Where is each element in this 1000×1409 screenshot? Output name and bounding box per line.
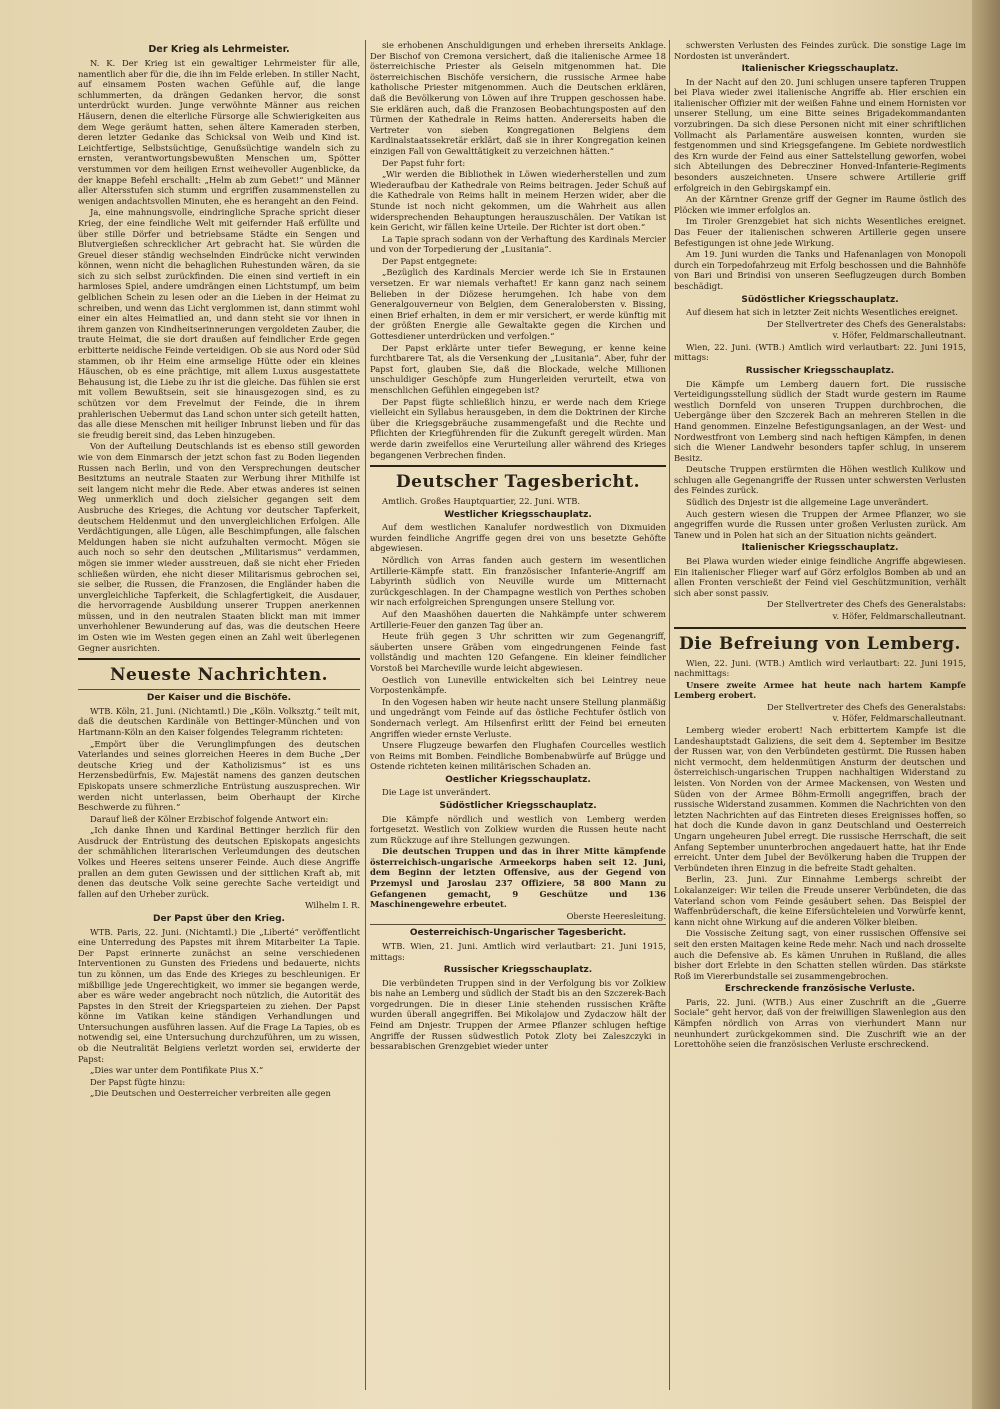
paragraph: In der Nacht auf den 20. Juni schlugen unsere tapferen Truppen bei Plava wieder zwei italienische Angriffe ab. Hier erschien ein italienischer Offizier mit der weißen Fahne und einem Hornisten vor unserer Stellung, um eine Bitte seines Brigadekommandanten vorzubringen. Da sich diese Personen nicht mit einer schriftlichen Vollmacht als Parlamentäre ausweisen konnten, wurden sie festgenommen und sind Kriegsgefangene. Im Gebiete nordwestlich des Krn wurde der Feind aus einer Sattelstellung geworfen, wobei sich Abteilungen des Debrecziner Honved-Infanterie-Regiments besonders auszeichneten. Unsere schwere Artillerie griff erfolgreich in den Gebirgskampf ein. (674, 76, 966, 193)
dateline: Amtlich. Großes Hauptquartier, 22. Juni. WTB. (382, 496, 581, 507)
paragraph: Oestlich von Luneville entwickelten sich bei Leintrey neue Vorpostenkämpfe. (370, 674, 666, 696)
paragraph: schwersten Verlusten des Feindes zurück. Die sonstige Lage im Nordosten ist unverändert. (674, 40, 966, 61)
signature-name: v. Höfer, Feldmarschalleutnant. (832, 330, 966, 341)
heading-russischer-kriegsschauplatz: Russischer Kriegsschauplatz. (745, 366, 895, 377)
signature-line: Der Stellvertreter des Chefs des Generalstabs: (767, 701, 966, 712)
paragraph: Lemberg wieder erobert! Nach erbittertem Kampfe ist die Landeshauptstadt Galiziens, die seit dem 4. September im Besitze der Russen war, von den Verbündeten gestürmt. Die Russen haben nicht vermocht, dem heldenmütigen Ansturm der deutschen und österreichisch-ungarischen Truppen nachhaltigen Widerstand zu leisten. Von Norden von der Armee Mackensen, von Westen und Süden von der Armee Böhm-Ermolli angegriffen, brach der russische Widerstand zusammen. Kommen die Nachrichten von den letzten Nachrichten auf das Eintreten dieses Ereignisses hoffen, so hat doch die Kunde davon in ganz Deutschland und Oesterreich Ungarn ungeheuren Jubel erregt. Die russische Herrschaft, die seit Anfang September ununterbrochen angedauert hatte, hat ihr Ende erreicht. Unter dem Jubel der Bevölkerung haben die Truppen der Verbündeten ihren Einzug in die befreite Stadt gehalten. (674, 725, 966, 873)
paragraph: Bei Plawa wurden wieder einige feindliche Angriffe abgewiesen. Ein italienischer Flieger warf auf Görz erfolglos Bomben ab und an allen Fronten verschießt der Feind viel Geschützmunition, verhält sich aber sonst passiv. (674, 555, 966, 598)
heading-papst-krieg: Der Papst über den Krieg. (153, 914, 285, 925)
column-divider-1 (365, 40, 366, 1390)
page-gutter (972, 0, 1000, 1409)
heading-oesterreichisch-ungarischer-tagesbericht: Oesterreichisch-Ungarischer Tagesbericht. (409, 928, 627, 939)
paragraph: Der Papst erklärte unter tiefer Bewegung, er kenne keine furchtbarere Tat, als die Versenkung der „Lusitania“. Aber, fuhr der Papst fort, glauben Sie, daß die Blockade, welche Millionen unschuldiger Geschöpfe zum Hungerleiden verurteilt, etwa von menschlichen Gefühlen eingegeben ist? (370, 342, 666, 395)
paragraph: La Tapie sprach sodann von der Verhaftung des Kardinals Mercier und von der Torpedierung der „Lusitania“. (370, 233, 666, 255)
column-1 (78, 40, 360, 1395)
paragraph: Paris, 22. Juni. (WTB.) Aus einer Zuschrift an die „Guerre Sociale“ geht hervor, daß von der freiwilligen Slawenlegion aus den Kämpfen nördlich von Arras von vierhundert Mann nur neunhundert zurückgekommen sind. Die Zuschrift wie an der Lorettohöhe seien die französischen Verluste erschreckend. (674, 996, 966, 1050)
heading-franzoesische-verluste: Erschreckende französische Verluste. (724, 984, 916, 995)
column-2 (370, 40, 666, 1395)
paragraph: Am 19. Juni wurden die Tanks und Hafenanlagen von Monopoli durch ein Torpedofahrzeug mit Erfolg beschossen und die Bahnhöfe von Bari und Brindisi von unseren Seeflugzeugen durch Bomben beschädigt. (674, 249, 966, 291)
signature-name: v. Höfer, Feldmarschalleutnant. (832, 713, 966, 724)
paragraph: Deutsche Truppen erstürmten die Höhen westlich Kulikow und schlugen alle Gegenangriffe der Russen unter schwersten Verlusten des Feindes zurück. (674, 464, 966, 496)
paragraph: Auch gestern wiesen die Truppen der Armee Pflanzer, wo sie angegriffen wurde die Russen unter großen Verlusten zurück. Am Tanew und in Polen hat sich an der Situation nichts geändert. (674, 508, 966, 540)
paragraph: Nördlich von Arras fanden auch gestern im wesentlichen Artillerie-Kämpfe statt. Ein französischer Infanterie-Angriff am Labyrinth südlich von Neuville wurde um Mitternacht zurückgeschlagen. In der Champagne westlich von Perthes schoben wir nach erfolgreichen Sprengungen unsere Stellung vor. (370, 555, 666, 608)
paragraph: Der Papst entgegnete: (382, 255, 478, 266)
paragraph: Auf den Maashöhen dauerten die Nahkämpfe unter schwerem Artillerie-Feuer den ganzen Tag über an. (370, 609, 666, 630)
heading-westlicher-kriegsschauplatz: Westlicher Kriegsschauplatz. (444, 509, 592, 520)
paragraph: Der Papst fuhr fort: (382, 157, 466, 168)
paragraph: Ja, eine mahnungsvolle, eindringliche Sprache spricht dieser Krieg, der eine feindliche Welt mit geifernder Haß erfüllte und über stille Dörfer und betriebsame Städte ein Sengen und Blutvergießen schrecklicher Art gebracht hat. Sie würden die Greuel dieser ständig wechselnden Eindrücke nicht verwinden können, wenn nicht die behaglichen Ruhestunden wären, da sie sich zu sich selbst zurückfinden. Die einen sind vertieft in ein harmloses Spiel, andere umdrängen einen Lichtstumpf, um beim gelblichen Schein zu lesen oder an die Lieben in der Heimat zu schreiben, und wenn das Licht verglommen ist, dann stimmt wohl einer ein altes Heimatlied an, und dann steht sie vor ihnen in ihrem ganzen von Kindheitserinnerungen vergoldeten Zauber, die traute Heimat, die sie dort draußen auf feindlicher Erde gegen erbitterte neidische Feinde verteidigen. Ob sie aus Nord oder Süd stammen, ob ihr Heim eine armselige Hütte oder ein kleines Häuschen, ob es eine prächtige, mit allem Luxus ausgestattete Behausung ist, die Liebe zu ihr ist die gleiche. Das fühlen sie erst mit vollem Bewußtsein, seit sie hinausgezogen sind, es zu schützen vor dem Frevelmut der Feinde, die in ihrem prahlerischen Uebermut das Land schon unter sich geteilt hatten, das alle diese Menschen mit heiliger Inbrunst lieben und für das sie freudig bereit sind, das Leben hinzugeben. (78, 207, 360, 440)
heading-kaiser-bischoefe: Der Kaiser und die Bischöfe. (146, 693, 292, 704)
paragraph: „Dies war unter dem Pontifikate Pius X.“ (90, 1065, 264, 1076)
paragraph: Die Kämpfe nördlich und westlich von Lemberg werden fortgesetzt. Westlich von Zolkiew wurden die Russen heute nacht zum Rückzuge auf ihre Stellungen gezwungen. (370, 813, 666, 845)
paragraph: Die Vossische Zeitung sagt, von einer russischen Offensive sei seit den ersten Maitagen keine Rede mehr. Nach und nach drosselte auch die Defensive ab. Es kämen Unruhen in Rußland, die alles bisher dort Erlebte in den Schatten stellen würden. Das stärkste Roß im Viererbundstalle sei zusammengebrochen. (674, 928, 966, 981)
signature: Wilhelm I. R. (304, 900, 360, 911)
paragraph: sie erhobenen Anschuldigungen und erheben ihrerseits Anklage. Der Bischof von Cremona versichert, daß die italienische Armee 18 österreichische Priester als Geiseln mitgenommen hat. Die österreichischen Bischöfe versichern, die russische Armee habe katholische Priester mitgenommen. Auch die Deutschen erklären, daß die Bevölkerung von Löwen auf ihre Truppen geschossen habe. Sie erklären auch, daß die Franzosen Beobachtungsposten auf den Türmen der Kathedrale in Reims hatten. Andererseits haben die Vertreter von sieben Kongregationen Belgiens dem Kardinalstaatssekretär erklärt, daß sie in ihrer Kongregation keinen einzigen Fall von Gewalttätigkeit zu verzeichnen hätten.“ (370, 40, 666, 156)
paragraph: Der Papst fügte schließlich hinzu, er werde nach dem Kriege vielleicht ein Syllabus herausgeben, in dem die Doktrinen der Kirche über die Kriegsgebräuche zusammengefaßt und die Rechte und Pflichten der Kriegführenden für die Zukunft geregelt würden. Man werde darin zweifellos eine Verurteilung aller während des Krieges begangenen Verbrechen finden. (370, 396, 666, 460)
paragraph: Die verbündeten Truppen sind in der Verfolgung bis vor Zolkiew bis nahe an Lemberg und südlich der Stadt bis an den Szczerek-Bach vorgedrungen. Die in dieser Linie stehenden russischen Kräfte wurden überall angegriffen. Bei Mikolajow und Zydaczow hält der Feind am Dnjestr. Truppen der Armee Pflanzer schlugen heftige Angriffe der Russen südwestlich Potok Zloty bei Zaleszczyki in bessarabischen Grenzgebiet wieder unter (370, 977, 666, 1052)
signature-name: v. Höfer, Feldmarschalleutnant. (832, 610, 966, 621)
dateline: WTB. Wien, 21. Juni. Amtlich wird verlautbart: 21. Juni 1915, mittags: (370, 940, 666, 962)
paragraph: Südlich des Dnjestr ist die allgemeine Lage unverändert. (686, 497, 929, 508)
heading-russischer-kriegsschauplatz: Russischer Kriegsschauplatz. (443, 965, 593, 976)
paragraph: „Die Deutschen und Oesterreicher verbreiten alle gegen (90, 1088, 331, 1099)
signature-line: Der Stellvertreter des Chefs des Generalstabs: (767, 318, 966, 329)
heading-deutscher-tagesbericht: Deutscher Tagesbericht. (395, 472, 641, 493)
divider (370, 924, 666, 925)
column-3 (674, 40, 966, 1395)
paragraph: WTB. Köln, 21. Juni. (Nichtamtl.) Die „Köln. Volksztg.“ teilt mit, daß die deutschen Kardinäle von Bettinger-München und von Hartmann-Köln an den Kaiser folgendes Telegramm richteten: (78, 705, 360, 737)
paragraph: Unsere Flugzeuge bewarfen den Flughafen Courcelles westlich von Reims mit Bomben. Feindliche Bombenabwürfe auf Brügge und Ostende richteten keinen militärischen Schaden an. (370, 740, 666, 772)
heading-befreiung-lemberg: Die Befreiung von Lemberg. (679, 633, 961, 654)
section-rule (78, 658, 360, 660)
paragraph: Darauf ließ der Kölner Erzbischof folgende Antwort ein: (90, 813, 329, 824)
paragraph: Der Papst fügte hinzu: (90, 1076, 186, 1087)
paragraph: WTB. Paris, 22. Juni. (Nichtamtl.) Die „Liberté“ veröffentlicht eine Unterredung des Papstes mit ihrem Mitarbeiter La Tapie. Der Papst erinnerte zunächst an seine verschiedenen Interventionen zu Gunsten des Friedens und bedauerte, nichts tun zu können, um das Ende des Krieges zu beschleunigen. Er mißbillige jede Ungerechtigkeit, wo immer sie begangen werde, aber es wäre weder angebracht noch nützlich, die Autorität des Papstes in den Streit der Kriegsparteien zu ziehen. Der Papst könne im Vatikan keine ständigen Verhandlungen und Untersuchungen ausführen lassen. Auf die Frage La Tapies, ob es notwendig sei, eine Untersuchung durchzuführen, um zu wissen, ob die Neutralität Belgiens verletzt worden sei, erwiderte der Papst: (78, 926, 360, 1064)
column-divider-2 (669, 40, 670, 1390)
paragraph: Die Kämpfe um Lemberg dauern fort. Die russische Verteidigungsstellung südlich der Stadt wurde gestern im Raume westlich Dornfeld von unseren Truppen durchbrochen, die Uebergänge über den Szczerek Bach an mehreren Stellen in die Hand genommen. Einzelne Befestigungsanlagen, an der West- und Nordwestfront von Lemberg sind nach heftigen Kämpfen, in denen sich die Wiener Landwehr besonders tapfer schlug, in unserem Besitz. (674, 378, 966, 463)
divider (78, 689, 360, 690)
paragraph: Berlin, 23. Juni. Zur Einnahme Lembergs schreibt der Lokalanzeiger: Wir teilen die Freude unserer Verbündeten, die das Vaterland schon vom Feinde gesäubert sehen. Das Beispiel der Waffenbrüderschaft, die keine Eifersüchteleien und Vorwürfe kennt, kann nicht ohne Wirkung auf die anderen Völker bleiben. (674, 874, 966, 927)
dateline: Wien, 22. Juni. (WTB.) Amtlich wird verlautbart: 22. Juni 1915, mittags: (674, 341, 966, 363)
heading-neueste-nachrichten: Neueste Nachrichten. (109, 665, 329, 686)
paragraph: „Wir werden die Bibliothek in Löwen wiederherstellen und zum Wiederaufbau der Kathedrale von Reims beitragen. Jeder Schuß auf die Kathedrale von Reims hallt in meinem Herzen wider, aber die Stunde ist noch nicht gekommen, um die Wahrheit aus allen widersprechenden Behauptungen herauszuschälen. Der Vatikan ist kein Gericht, wir fällen keine Urteile. Der Richter ist dort oben.“ (370, 169, 666, 233)
heading-italienischer-kriegsschauplatz: Italienischer Kriegsschauplatz. (741, 64, 899, 75)
paragraph: Auf diesem hat sich in letzter Zeit nichts Wesentliches ereignet. (686, 307, 958, 318)
paragraph: Heute früh gegen 3 Uhr schritten wir zum Gegenangriff, säuberten unsere Gräben vom eingedrungenen Feinde fast vollständig und machten 120 Gefangene. Ein kleiner feindlicher Vorstoß bei Marcheville wurde leicht abgewiesen. (370, 631, 666, 673)
paragraph: Im Tiroler Grenzgebiet hat sich nichts Wesentliches ereignet. Das Feuer der italienischen schweren Artillerie gegen unsere Befestigungen ist ohne jede Wirkung. (674, 216, 966, 248)
heading-italienischer-kriegsschauplatz-2: Italienischer Kriegsschauplatz. (741, 543, 899, 554)
heading-suedoestlicher-kriegsschauplatz: Südöstlicher Kriegsschauplatz. (741, 294, 899, 305)
dateline: Wien, 22. Juni. (WTB.) Amtlich wird verlautbart: 22. Juni 1915, nachmittags: (674, 657, 966, 679)
signature: Oberste Heeresleitung. (566, 910, 666, 921)
paragraph: Auf dem westlichen Kanalufer nordwestlich von Dixmuiden wurden feindliche Angriffe gegen drei von uns besetzte Gehöfte abgewiesen. (370, 522, 666, 554)
signature-line: Der Stellvertreter des Chefs des Generalstabs: (767, 599, 966, 610)
paragraph: Die deutschen Truppen und das in ihrer Mitte kämpfende österreichisch-ungarische Armeekorps haben seit 12. Juni, dem Beginn der letzten Offensive, aus der Gegend von Przemysl und Jaroslau 237 Offiziere, 58 800 Mann zu Gefangenen gemacht, 9 Geschütze und 136 Maschinengewehre erbeutet. (370, 846, 666, 910)
paragraph: In den Vogesen haben wir heute nacht unsere Stellung planmäßig und ungedrängt vom Feinde auf das östliche Fechtufer östlich von Sondernach verlegt. Am Hilsenfirst erlitt der Feind bei erneuten Angriffen wieder ernste Verluste. (370, 696, 666, 739)
paragraph: N. K. Der Krieg ist ein gewaltiger Lehrmeister für alle, namentlich aber für die, die ihn im Felde erleben. In stiller Nacht, auf einsamem Posten wachen Gefühle auf, die lange schlummerten, da drängen Gedanken hervor, die sonst unterdrückt wurden. Junge verwöhnte Männer aus reichen Häusern, denen die elterliche Fürsorge alle Schwierigkeiten aus dem Wege geräumt hatten, sehen ältere Kameraden sterben, deren letzter Gedanke das Schicksal von Weib und Kind ist. Leichtfertige, Selbstsüchtige, Genußsüchtige wandeln sich zu ernsten, verantwortungsbewußten Menschen um, Spötter verstummen vor dem heiligen Ernst weihevoller Augenblicke, da der knappe Befehl erschallt: „Helm ab zum Gebet!“ und Männer aller Altersstufen sich stumm und ergriffen zusammenstellen zu wenigen andachtsvollen Minuten, ehe es herangeht an den Feind. (78, 58, 360, 206)
paragraph: „Ich danke Ihnen und Kardinal Bettinger herzlich für den Ausdruck der Entrüstung des deutschen Episkopats angesichts der schmählichen literarischen Verleumdungen des deutschen Volkes und Heeres seitens unserer Feinde. Auch diese Angriffe prallen an dem guten Gewissen und der sittlichen Kraft ab, mit denen das deutsche Volk seine gerechte Sache verteidigt und fallen auf den Urheber zurück. (78, 825, 360, 899)
paragraph: Die Lage ist unverändert. (382, 787, 491, 798)
section-rule (674, 627, 966, 629)
heading-krieg-lehrmeister: Der Krieg als Lehrmeister. (148, 44, 290, 55)
paragraph: „Bezüglich des Kardinals Mercier werde ich Sie in Erstaunen versetzen. Er war niemals verhaftet! Er kann ganz nach seinem Belieben in der Diözese herumgehen. Ich habe von dem Generalgouverneur von Belgien, dem Generalobersten v. Bissing, einen Brief erhalten, in dem er mir versichert, er werde künftig mit der größten Energie alle Gewaltakte gegen die Kirchen und Gottesdiener unterdrücken und verfolgen.“ (370, 267, 666, 342)
headline-bold: Unsere zweite Armee hat heute nach hartem Kampfe Lemberg erobert. (674, 679, 966, 701)
heading-suedoestlicher-kriegsschauplatz: Südöstlicher Kriegsschauplatz. (439, 801, 597, 811)
paragraph: An der Kärntner Grenze griff der Gegner im Raume östlich des Plöcken wie immer erfolglos an. (674, 194, 966, 215)
section-rule (370, 465, 666, 467)
heading-oestlicher-kriegsschauplatz: Oestlicher Kriegsschauplatz. (445, 774, 591, 785)
paragraph: Von der Aufteilung Deutschlands ist es ebenso still geworden wie von dem Einmarsch der jetzt schon fast zu Boden liegenden Russen nach Berlin, und von den Versprechungen deutscher Besitztums an neutrale Staaten zur Werbung ihrer Mithilfe ist seit langem nicht mehr die Rede. Aber etwas anderes ist seinen Weg unmerklich und doch zielsicher gegangen seit dem Ausbruche des Krieges, die Achtung vor deutscher Tapferkeit, deutschem Heldenmut und den unvergleichlichen Erfolgen. Alle Verdächtigungen, alle Lügen, alle Beschimpfungen, alle falschen Meldungen haben sie nicht aufzuhalten vermocht. Mögen sie auch noch so sehr den deutschen „Militarismus“ verdammen, mögen sie immer wieder ausstreuen, daß sie nicht eher Frieden schließen würden, ehe nicht dieser Militarismus gebrochen sei, sie selber, die Russen, die Franzosen, die Engländer haben die unvergleichliche Tapferkeit, die Schlagfertigkeit, die Ausdauer, die hervorragende Ausbildung unserer Truppen anerkennen müssen, und in den neutralen Staaten blickt man mit immer unverhohlener Bewunderung auf das, was die deutschen Heere im Osten wie im Westen gegen einen an Zahl weit überlegenen Gegner ausrichten. (78, 441, 360, 653)
paragraph: „Empört über die Verunglimpfungen des deutschen Vaterlandes und seines glorreichen Heeres in dem Buche „Der deutsche Krieg und der Katholizismus“ ist es uns Herzensbedürfnis, Ew. Majestät namens des ganzen deutschen Episkopats unsere schmerzliche Entrüstung auszusprechen. Wir werden nicht unterlassen, beim Oberhaupt der Kirche Beschwerde zu führen.“ (78, 738, 360, 813)
